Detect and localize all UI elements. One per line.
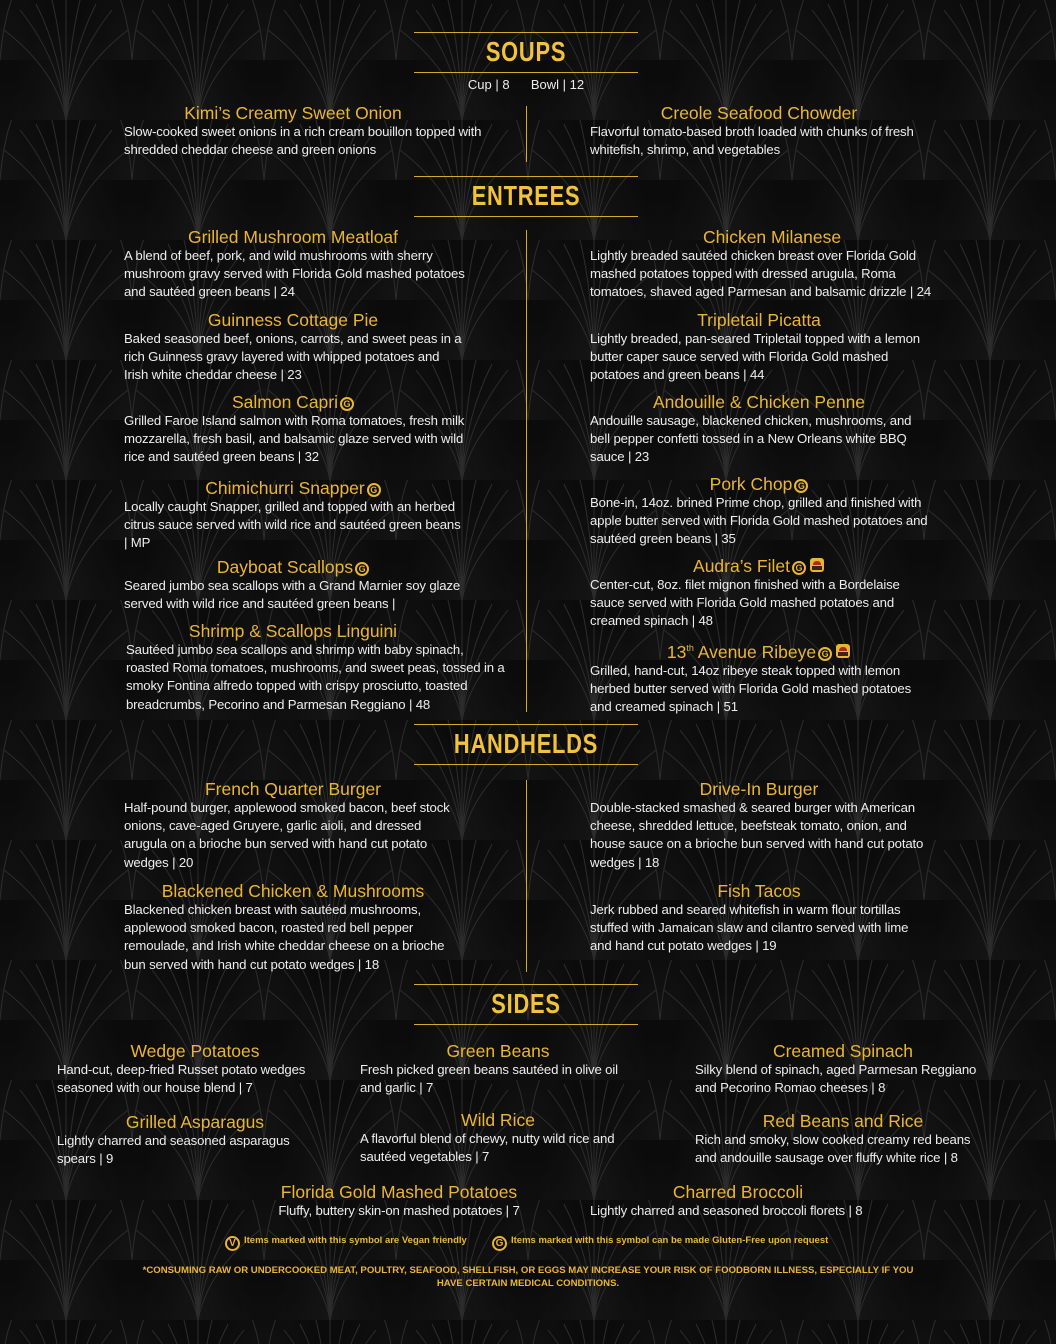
vegan-icon: V (225, 1236, 240, 1251)
item-description: Silky blend of spinach, aged Parmesan Reggiano and Pecorino Romao cheeses | 8 (695, 1062, 977, 1096)
vegan-legend (225, 1235, 467, 1251)
soups-title: SOUPS (485, 36, 567, 67)
item-name: 13 (666, 641, 687, 662)
gluten-free-legend-text: Items marked with this symbol can be made Gluten-Free upon request (511, 1235, 829, 1246)
item-description: A flavorful blend of chewy, nutty wild rice and sautéed vegetables | 7 (360, 1131, 615, 1165)
item-name: Creole Seafood Chowder (660, 103, 858, 123)
item-name: Grilled Mushroom Meatloaf (187, 227, 399, 247)
item-name-row (124, 478, 462, 498)
sides-bottom-rule (414, 1024, 638, 1025)
handhelds-title: HANDHELDS (453, 728, 599, 759)
item-name: Shrimp & Scallops Linguini (188, 621, 398, 641)
gluten-free-icon: G (794, 479, 808, 493)
entree-item (124, 392, 466, 467)
item-name: Wild Rice (461, 1110, 535, 1130)
entree-item (590, 310, 928, 385)
item-name: Green Beans (446, 1041, 550, 1061)
item-description: Grilled Faroe Island salmon with Roma tomatoes, fresh milk mozzarella, fresh basil, and balsamic glaze served with wild rice and sautéed green beans | 32 (124, 413, 465, 465)
handheld-item (124, 779, 466, 872)
side-item (360, 1041, 642, 1097)
soups-divider (526, 106, 527, 162)
handheld-item (590, 779, 932, 872)
item-description: Jerk rubbed and seared whitefish in warm flour tortillas stuffed with Jamaican slaw and cilantro served with lime and hand cut potato wedges | 19 (590, 902, 909, 954)
side-item (360, 1110, 642, 1166)
item-name-row (124, 392, 462, 412)
item-name: Andouille & Chicken Penne (652, 392, 866, 412)
chef-recommended-icon (809, 557, 825, 573)
handhelds-divider (526, 780, 527, 972)
soup-item (124, 103, 486, 159)
item-name-row (590, 556, 928, 576)
entree-item (590, 474, 928, 549)
item-description: A blend of beef, pork, and wild mushrooms with sherry mushroom gravy served with Florida Gold mashed potatoes and sautéed green beans | 24 (124, 248, 465, 300)
item-name: Grilled Asparagus (125, 1112, 265, 1132)
item-description: Flavorful tomato-based broth loaded with chunks of fresh whitefish, shrimp, and vegetables (590, 124, 914, 158)
soups-bottom-rule (414, 72, 638, 73)
bowl-price: Bowl | 12 (530, 77, 585, 92)
item-name: Fish Tacos (717, 881, 801, 901)
item-description: Lightly breaded sautéed chicken breast over Florida Gold mashed potatoes topped with dressed arugula, Roma tomatoes, shaved aged Parmesan and balsamic drizzle | 24 (590, 248, 932, 300)
item-name: Dayboat Scallops (216, 557, 354, 577)
chef-recommended-icon (835, 643, 851, 659)
item-name: Florida Gold Mashed Potatoes (280, 1182, 518, 1202)
side-item (695, 1111, 995, 1167)
item-description: Fresh picked green beans sautéed in olive oil and garlic | 7 (360, 1062, 618, 1096)
soups-top-rule (414, 32, 638, 33)
item-description: Andouille sausage, blackened chicken, mushrooms, and bell pepper confetti tossed in a New Orleans white BBQ sauce | 23 (590, 413, 912, 465)
item-description: Lightly charred and seasoned broccoli florets | 8 (590, 1203, 863, 1218)
item-name-row (590, 474, 928, 494)
item-name: Drive-In Burger (699, 779, 819, 799)
entrees-divider (526, 230, 527, 712)
side-item (590, 1182, 886, 1220)
sides-title: SIDES (491, 988, 561, 1019)
gluten-free-icon: G (818, 647, 832, 661)
item-description: Hand-cut, deep-fried Russet potato wedges seasoned with our house blend | 7 (57, 1062, 306, 1096)
entree-item (590, 556, 928, 631)
entree-item (124, 557, 466, 613)
item-description: Bone-in, 14oz. brined Prime chop, grilled and finished with apple butter served with Florida Gold mashed potatoes and sautéed green beans | 35 (590, 495, 928, 547)
item-name: Audra’s Filet (693, 556, 790, 576)
gluten-free-legend (492, 1235, 828, 1251)
entree-item (124, 310, 466, 385)
item-name: Charred Broccoli (672, 1182, 804, 1202)
item-name: French Quarter Burger (204, 779, 382, 799)
soup-item (590, 103, 930, 159)
item-name: Pork Chop (709, 474, 793, 494)
item-description: Sautéed jumbo sea scallops and shrimp with baby spinach, roasted Roma tomatoes, mushrooms, and sweet peas, tossed in a smoky Fontina alfredo topped with crispy prosciutto, toasted breadcrumbs, Pecorino and Parmesan Reggiano | 48 (126, 642, 505, 712)
item-name-row (124, 557, 462, 577)
item-description: Seared jumbo sea scallops with a Grand Marnier soy glaze served with wild rice and sautéed green beans | (124, 578, 461, 612)
item-description: Rich and smoky, slow cooked creamy red beans and andouille sausage over fluffy white rice | 8 (695, 1132, 971, 1166)
side-item (254, 1182, 544, 1220)
entree-item (124, 478, 466, 553)
item-description: Fluffy, buttery skin-on mashed potatoes | 7 (278, 1203, 520, 1218)
soup-prices (414, 77, 638, 92)
handheld-item (124, 881, 466, 974)
item-name-rest: Avenue Ribeye (693, 641, 817, 662)
item-description: Double-stacked smashed & seared burger with American cheese, shredded lettuce, beefsteak tomato, onion, and house sauce on a brioche bun served with hand cut potato wedges | 18 (590, 800, 924, 870)
entree-item (126, 621, 510, 714)
item-name: Guinness Cottage Pie (207, 310, 379, 330)
item-name-row (590, 638, 928, 662)
side-item (695, 1041, 991, 1097)
side-item (57, 1112, 319, 1168)
item-description: Baked seasoned beef, onions, carrots, and sweet peas in a rich Guinness gravy layered with whipped potatoes and Irish white cheddar cheese | 23 (124, 331, 462, 383)
item-name: Kimi’s Creamy Sweet Onion (184, 103, 402, 123)
cup-price: Cup | 8 (467, 77, 510, 92)
gluten-free-icon: G (792, 561, 806, 575)
handhelds-bottom-rule (414, 764, 638, 765)
entrees-title: ENTREES (471, 180, 581, 211)
item-description: Center-cut, 8oz. filet mignon finished with a Bordelaise sauce served with Florida Gold mashed potatoes and creamed spinach | 48 (590, 577, 900, 629)
side-item (57, 1041, 337, 1097)
entree-item (590, 392, 928, 467)
item-name: Blackened Chicken & Mushrooms (161, 881, 425, 901)
vegan-legend-text: Items marked with this symbol are Vegan friendly (244, 1235, 467, 1246)
item-description: Slow-cooked sweet onions in a rich cream bouillon topped with shredded cheddar cheese and green onions (124, 124, 482, 158)
sides-top-rule (414, 984, 638, 985)
item-name: Creamed Spinach (772, 1041, 914, 1061)
entrees-top-rule (414, 176, 638, 177)
handheld-item (590, 881, 932, 956)
item-description: Half-pound burger, applewood smoked bacon, beef stock onions, cave-aged Gruyere, garlic aioli, and dressed arugula on a brioche bun served with hand cut potato wedges | 20 (124, 800, 450, 870)
item-description: Locally caught Snapper, grilled and topped with an herbed citrus sauce served with wild rice and sautéed green beans | MP (124, 499, 461, 551)
item-description: Blackened chicken breast with sautéed mushrooms, applewood smoked bacon, roasted red bell pepper remoulade, and Irish white cheddar cheese on a brioche bun served with hand cut potato wedges | 18 (124, 902, 445, 972)
item-name: Wedge Potatoes (130, 1041, 260, 1061)
entree-item (590, 227, 954, 302)
gluten-free-icon: G (355, 562, 369, 576)
item-description: Lightly charred and seasoned asparagus spears | 9 (57, 1133, 290, 1167)
item-name: Red Beans and Rice (762, 1111, 924, 1131)
item-name: Chimichurri Snapper (205, 478, 365, 498)
item-name: Tripletail Picatta (697, 310, 821, 330)
handhelds-top-rule (414, 724, 638, 725)
entree-item (590, 638, 928, 716)
food-safety-warning: *CONSUMING RAW OR UNDERCOOKED MEAT, POULTRY, SEAFOOD, SHELLFISH, OR EGGS MAY INCREASE YOUR RISK OF FOODBORN ILLNESS, ESPECIALLY IF YOU HAVE CERTAIN MEDICAL CONDITIONS. (142, 1265, 914, 1289)
gluten-free-icon: G (340, 397, 354, 411)
item-description: Grilled, hand-cut, 14oz ribeye steak topped with lemon herbed butter served with Florida Gold mashed potatoes and creamed spinach | 51 (590, 662, 912, 715)
gluten-free-icon: G (367, 483, 381, 497)
entrees-bottom-rule (414, 216, 638, 217)
item-name-superscript: th (686, 643, 694, 653)
gluten-free-icon: G (492, 1236, 507, 1251)
item-name: Salmon Capri (231, 392, 339, 412)
item-name: Chicken Milanese (702, 227, 842, 247)
entree-item (124, 227, 466, 302)
item-description: Lightly breaded, pan-seared Tripletail topped with a lemon butter caper sauce served with Florida Gold mashed potatoes and green beans | 44 (590, 331, 920, 383)
